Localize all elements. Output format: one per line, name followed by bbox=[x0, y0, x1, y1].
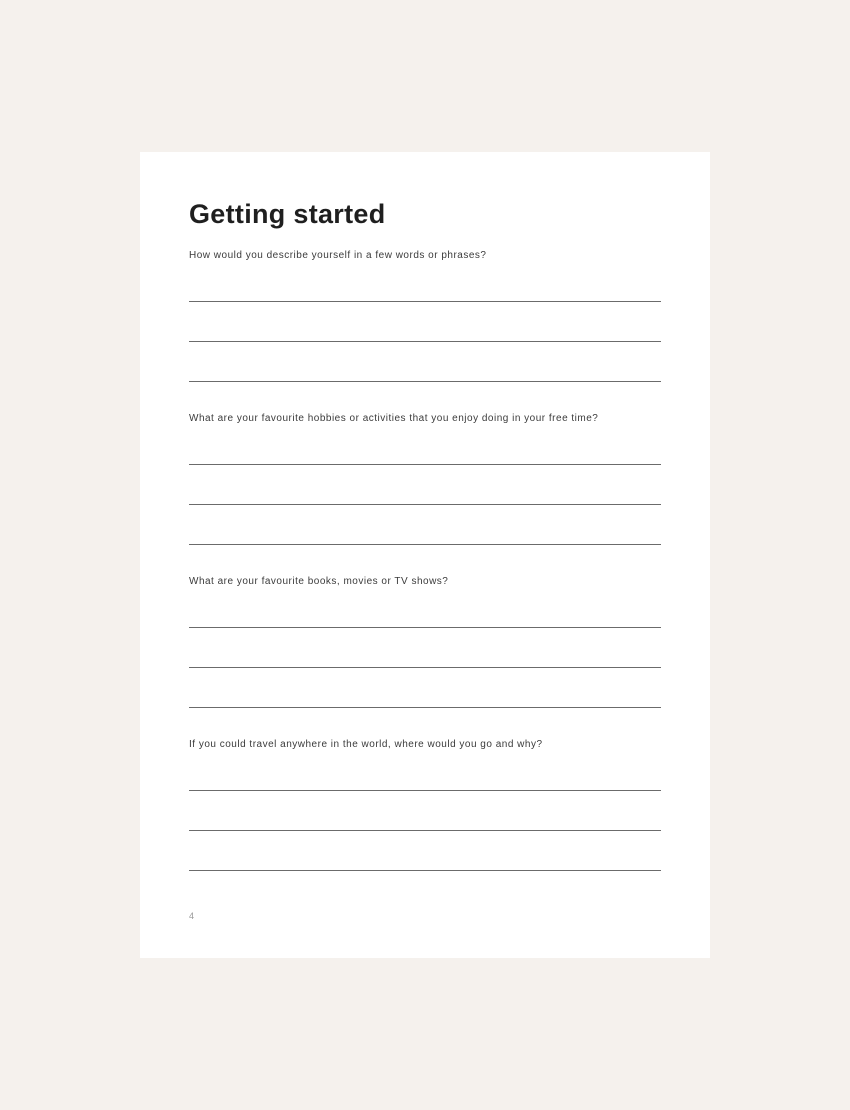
answer-line bbox=[189, 262, 661, 302]
page-title: Getting started bbox=[189, 199, 386, 229]
question-label: What are your favourite hobbies or activities that you enjoy doing in your free time? bbox=[189, 413, 599, 424]
question-section-4 bbox=[189, 739, 661, 871]
question-section-1 bbox=[189, 250, 661, 382]
answer-line bbox=[189, 628, 661, 668]
answer-line bbox=[189, 425, 661, 465]
answer-line bbox=[189, 831, 661, 871]
question-label: How would you describe yourself in a few words or phrases? bbox=[189, 250, 487, 261]
page-number: 4 bbox=[189, 911, 195, 921]
question-label: What are your favourite books, movies or TV shows? bbox=[189, 576, 449, 587]
question-section-2 bbox=[189, 413, 661, 545]
answer-line bbox=[189, 465, 661, 505]
answer-line bbox=[189, 505, 661, 545]
answer-line bbox=[189, 342, 661, 382]
question-label: If you could travel anywhere in the world, where would you go and why? bbox=[189, 739, 543, 750]
answer-line bbox=[189, 588, 661, 628]
answer-line bbox=[189, 302, 661, 342]
answer-line bbox=[189, 668, 661, 708]
answer-line bbox=[189, 791, 661, 831]
answer-line bbox=[189, 751, 661, 791]
question-section-3 bbox=[189, 576, 661, 708]
document-page bbox=[140, 152, 710, 958]
